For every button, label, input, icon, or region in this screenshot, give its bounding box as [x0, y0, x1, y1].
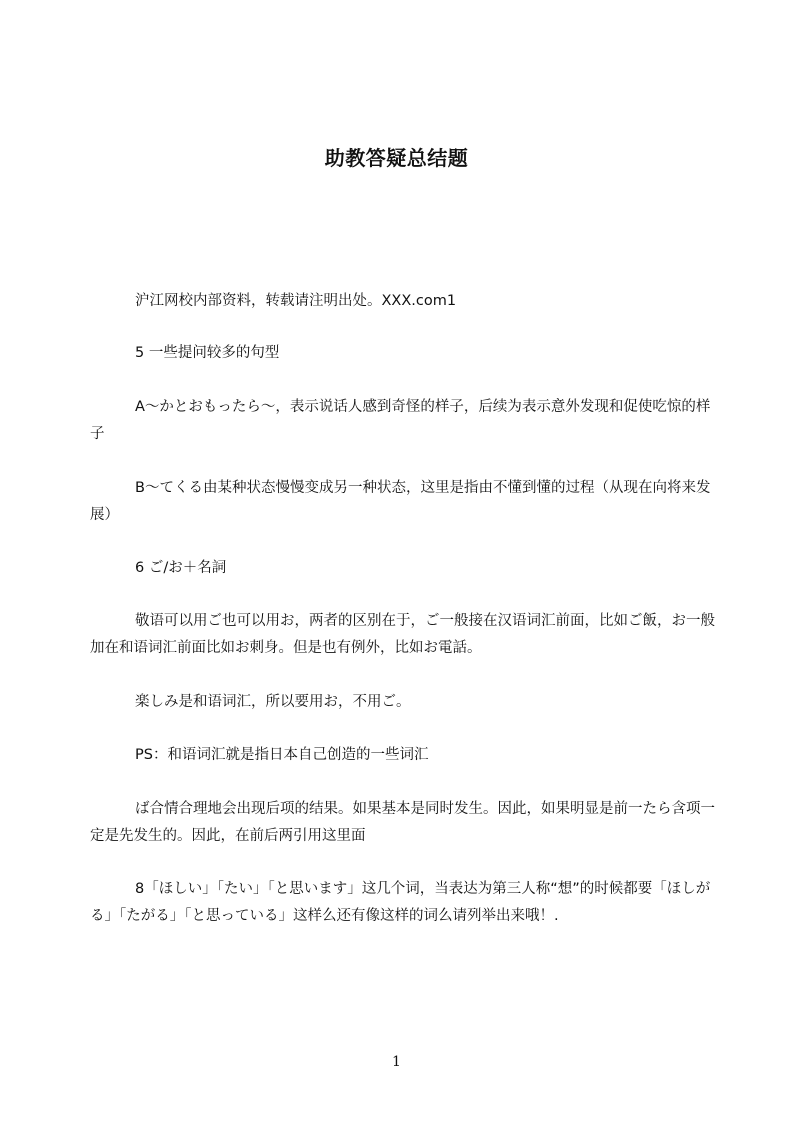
paragraph-section-8-question: 8「ほしい」「たい」「と思います」这几个词，当表达为第三人称“想”的时候都要「ほしがる」「たがる」「と思っている」这样么还有像这样的词么请列举出来哦！.: [90, 881, 711, 924]
page-number: 1: [392, 1054, 401, 1070]
paragraph-pattern-b: B～てくる由某种状态慢慢变成另一种状态，这里是指由不懂到懂的过程（从现在向将来发展）: [90, 480, 711, 523]
paragraph-pattern-a: A～かとおもったら～，表示说话人感到奇怪的样子，后续为表示意外发现和促使吃惊的样子: [90, 399, 711, 442]
paragraph-section-5-heading: 5 一些提问较多的句型: [135, 345, 280, 361]
paragraph-ps-note: PS：和语词汇就是指日本自己创造的一些词汇: [135, 747, 429, 763]
paragraph-honorific-explanation: 敬语可以用ご也可以用お，两者的区别在于，ご一般接在汉语词汇前面，比如ご飯，お一般加在和语词汇前面比如お刺身。但是也有例外，比如お電話。: [90, 613, 715, 656]
paragraph-tanoshimi-note: 楽しみ是和语词汇，所以要用お，不用ご。: [135, 694, 411, 710]
paragraph-section-6-heading: 6 ご/お＋名詞: [135, 560, 227, 576]
paragraph-ba-tara-note: ば合情合理地会出现后项的结果。如果基本是同时发生。因此，如果明显是前一たら含项一定是先发生的。因此，在前后两引用这里面: [90, 801, 715, 844]
paragraph-source-note: 沪江网校内部资料，转载请注明出处。XXX.com1: [135, 293, 457, 309]
document-title: 助教答疑总结题: [324, 146, 469, 170]
